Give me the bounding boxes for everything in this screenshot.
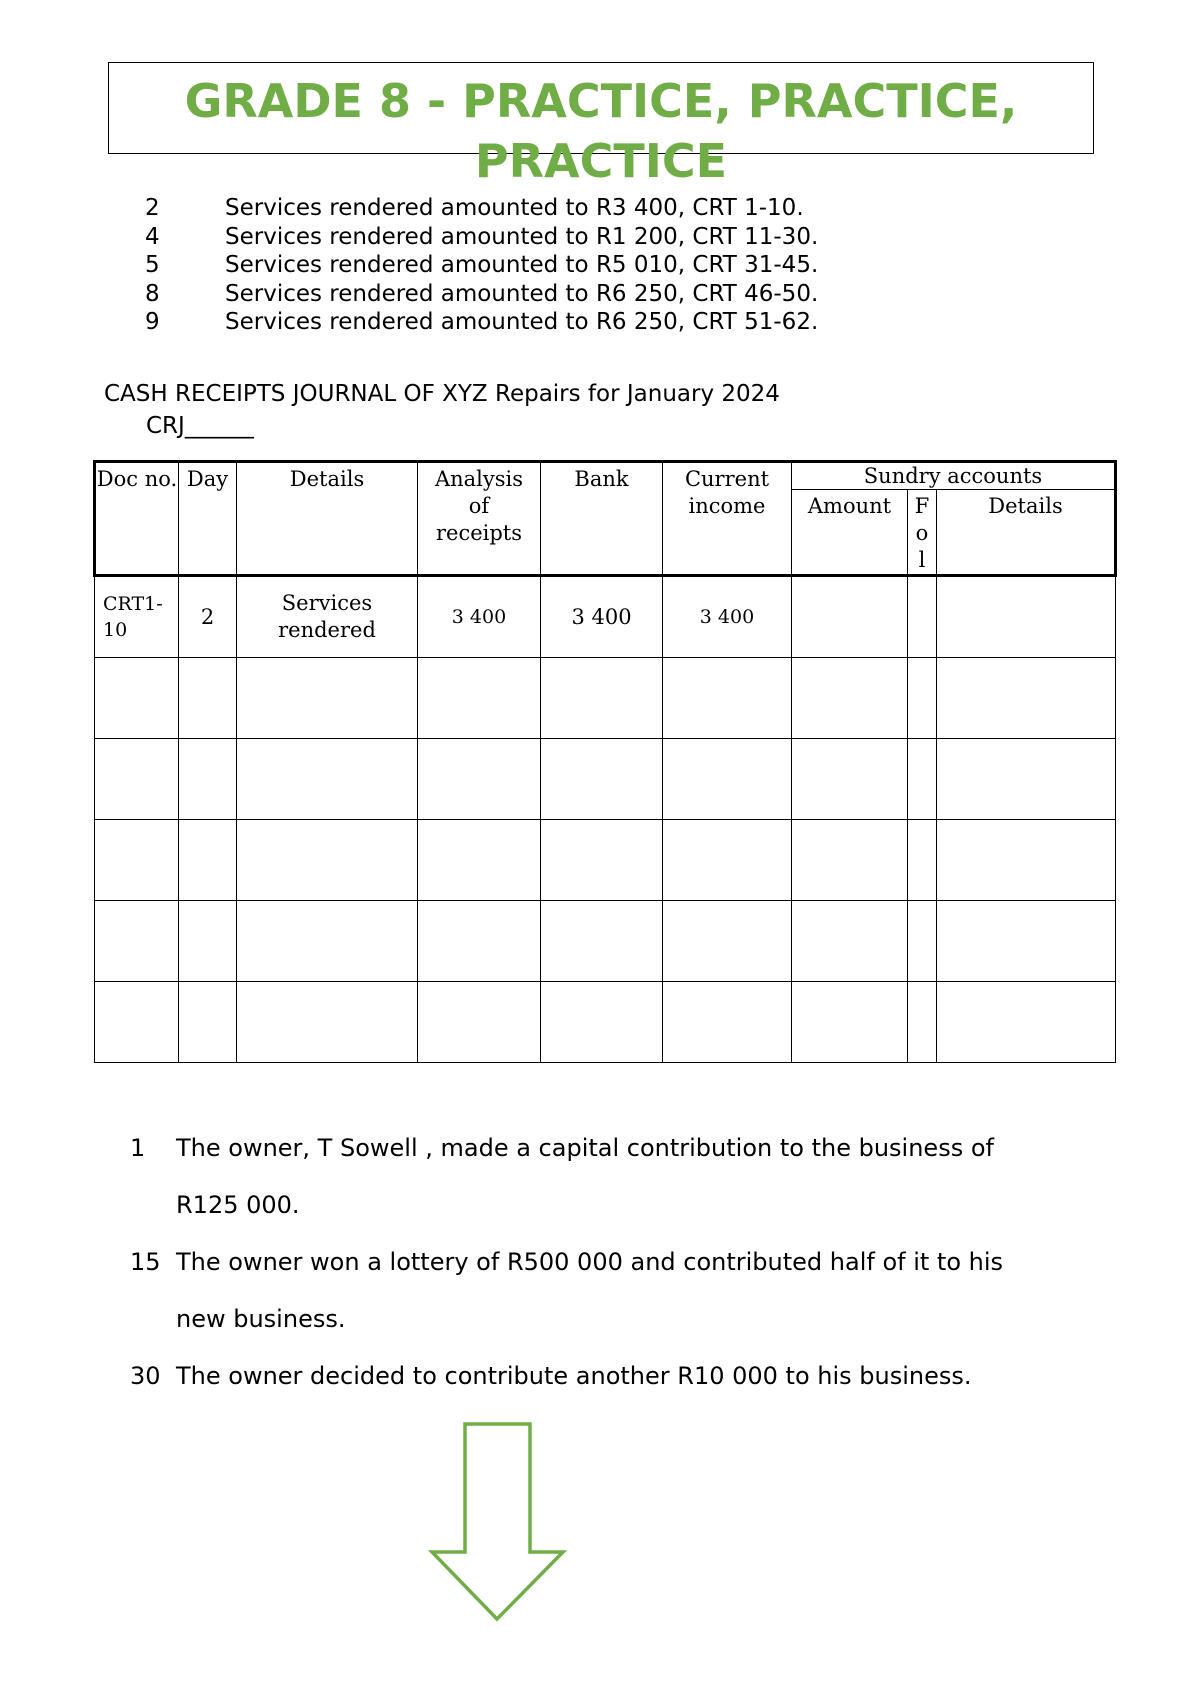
- cell-current-income: 3 400: [663, 576, 792, 658]
- fol-letter: F: [914, 494, 930, 518]
- empty-cell[interactable]: [179, 820, 237, 901]
- empty-cell[interactable]: [418, 901, 541, 982]
- col-sundry-accounts: Sundry accounts: [792, 462, 1116, 490]
- empty-cell[interactable]: [937, 901, 1116, 982]
- empty-cell[interactable]: [908, 901, 937, 982]
- col-fol: [908, 490, 937, 576]
- empty-cell[interactable]: [792, 982, 908, 1063]
- table-row: [95, 576, 1116, 658]
- arrow-down-icon: [430, 1422, 570, 1622]
- tx-day: 8: [145, 280, 160, 307]
- fol-letter: o: [915, 521, 929, 545]
- note-day: 30: [130, 1362, 161, 1390]
- note-text-cont: new business.: [176, 1305, 346, 1333]
- empty-cell[interactable]: [908, 739, 937, 820]
- tx-day: 5: [145, 252, 160, 278]
- cell-amount: [792, 576, 908, 658]
- col-analysis: Analysis of receipts: [418, 462, 541, 576]
- tx-text: Services rendered amounted to R3 400, CRT 1-10.: [225, 195, 804, 221]
- note-text: The owner, T Sowell , made a capital contribution to the business of: [176, 1134, 994, 1162]
- empty-cell[interactable]: [179, 739, 237, 820]
- empty-cell[interactable]: [663, 901, 792, 982]
- empty-cell[interactable]: [937, 739, 1116, 820]
- table-row: [95, 658, 1116, 739]
- cash-receipts-journal: [93, 460, 1117, 1063]
- page-title: GRADE 8 - PRACTICE, PRACTICE, PRACTICE: [184, 74, 1018, 188]
- title-box: [108, 62, 1094, 188]
- tx-text: Services rendered amounted to R6 250, CRT 51-62.: [225, 309, 819, 335]
- tx-day: 4: [145, 223, 160, 250]
- note-text: The owner won a lottery of R500 000 and contributed half of it to his: [176, 1248, 1004, 1276]
- cell-sundry-details: [937, 576, 1116, 658]
- empty-cell[interactable]: [937, 658, 1116, 739]
- empty-cell[interactable]: [237, 901, 418, 982]
- empty-cell[interactable]: [418, 982, 541, 1063]
- cell-bank: 3 400: [541, 576, 663, 658]
- cell-details: Services rendered: [237, 576, 418, 658]
- empty-cell[interactable]: [179, 901, 237, 982]
- col-bank: Bank: [541, 462, 663, 576]
- empty-cell[interactable]: [908, 982, 937, 1063]
- table-row: [95, 901, 1116, 982]
- empty-cell[interactable]: [237, 739, 418, 820]
- cell-doc: CRT1-10: [95, 576, 179, 658]
- list-item: [130, 1234, 1003, 1348]
- col-doc-no: Doc no.: [95, 462, 179, 576]
- empty-cell[interactable]: [418, 658, 541, 739]
- list-item: [140, 308, 818, 337]
- tx-text: Services rendered amounted to R1 200, CRT 11-30.: [225, 223, 819, 250]
- note-text: The owner decided to contribute another R10 000 to his business.: [176, 1362, 972, 1390]
- tx-text: Services rendered amounted to R6 250, CRT 46-50.: [225, 280, 819, 307]
- empty-cell[interactable]: [95, 658, 179, 739]
- empty-cell[interactable]: [541, 658, 663, 739]
- empty-cell[interactable]: [937, 820, 1116, 901]
- col-details: Details: [237, 462, 418, 576]
- col-current-income: Current income: [663, 462, 792, 576]
- empty-cell[interactable]: [418, 820, 541, 901]
- note-text-cont: R125 000.: [176, 1191, 300, 1219]
- list-item: [140, 194, 818, 223]
- journal-title: CASH RECEIPTS JOURNAL OF XYZ Repairs for January 2024: [104, 381, 780, 407]
- transaction-list: [140, 194, 818, 337]
- empty-cell[interactable]: [663, 739, 792, 820]
- empty-cell[interactable]: [541, 820, 663, 901]
- cell-fol: [908, 576, 937, 658]
- empty-cell[interactable]: [908, 820, 937, 901]
- tx-text: Services rendered amounted to R5 010, CRT 31-45.: [225, 252, 819, 278]
- empty-cell[interactable]: [663, 982, 792, 1063]
- list-item: [140, 280, 818, 309]
- empty-cell[interactable]: [95, 820, 179, 901]
- table-row: [95, 739, 1116, 820]
- list-item: [140, 223, 818, 252]
- table-row: [95, 820, 1116, 901]
- empty-cell[interactable]: [418, 739, 541, 820]
- empty-cell[interactable]: [95, 982, 179, 1063]
- empty-cell[interactable]: [541, 982, 663, 1063]
- tx-day: 9: [145, 309, 160, 335]
- empty-cell[interactable]: [663, 820, 792, 901]
- table-row: [95, 982, 1116, 1063]
- empty-cell[interactable]: [792, 739, 908, 820]
- cell-analysis: 3 400: [418, 576, 541, 658]
- list-item: [130, 1348, 1003, 1405]
- empty-cell[interactable]: [792, 658, 908, 739]
- empty-cell[interactable]: [792, 901, 908, 982]
- empty-cell[interactable]: [541, 901, 663, 982]
- note-day: 15: [130, 1248, 161, 1276]
- empty-cell[interactable]: [237, 658, 418, 739]
- col-sundry-details: Details: [937, 490, 1116, 576]
- col-day: Day: [179, 462, 237, 576]
- cell-day: 2: [179, 576, 237, 658]
- empty-cell[interactable]: [95, 901, 179, 982]
- empty-cell[interactable]: [792, 820, 908, 901]
- empty-cell[interactable]: [663, 658, 792, 739]
- tx-day: 2: [145, 195, 160, 221]
- capital-transactions: [130, 1120, 1003, 1405]
- list-item: [130, 1120, 1003, 1234]
- fol-letter: l: [918, 548, 926, 572]
- empty-cell[interactable]: [937, 982, 1116, 1063]
- empty-cell[interactable]: [541, 739, 663, 820]
- empty-cell[interactable]: [237, 820, 418, 901]
- empty-cell[interactable]: [179, 658, 237, 739]
- empty-cell[interactable]: [95, 739, 179, 820]
- journal-ref: CRJ______: [146, 413, 254, 439]
- empty-cell[interactable]: [908, 658, 937, 739]
- empty-cell[interactable]: [237, 982, 418, 1063]
- note-day: 1: [130, 1134, 146, 1162]
- col-amount: Amount: [792, 490, 908, 576]
- list-item: [140, 251, 818, 280]
- empty-cell[interactable]: [179, 982, 237, 1063]
